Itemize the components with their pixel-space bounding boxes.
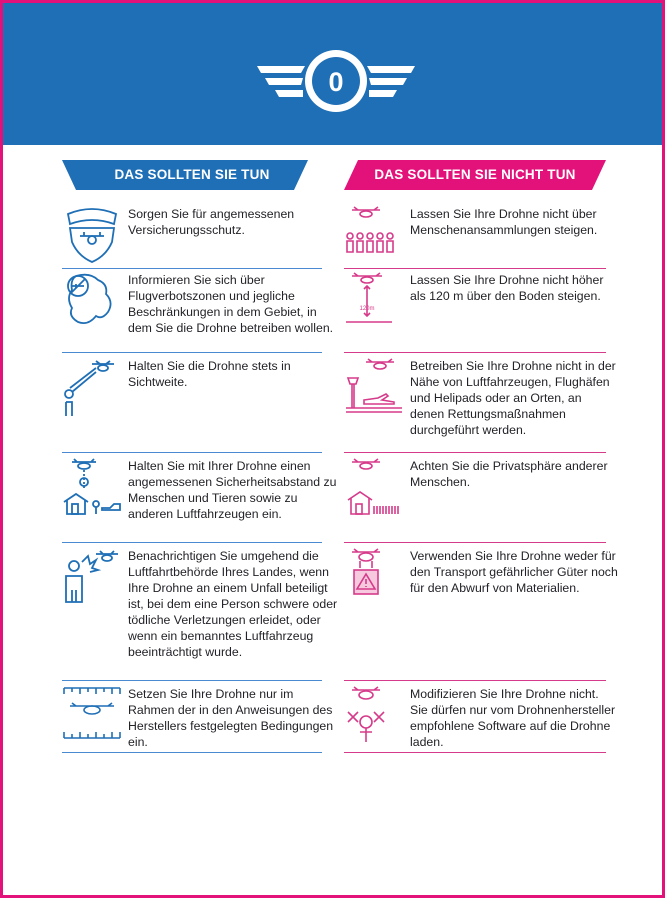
dont-column: [344, 160, 618, 749]
divider: [62, 680, 322, 681]
divider: [344, 268, 606, 269]
dont-heading: DAS SOLLTEN SIE NICHT TUN: [374, 167, 576, 182]
privacy-house-icon: [344, 458, 404, 518]
divider: [344, 752, 606, 753]
divider: [344, 542, 606, 543]
accident-report-icon: [62, 548, 122, 608]
dont-item-text: Lassen Sie Ihre Drohne nicht höher als 120 m über den Boden steigen.: [410, 273, 604, 303]
divider: [62, 542, 322, 543]
dont-item-text: Lassen Sie Ihre Drohne nicht über Menschenansammlungen steigen.: [410, 207, 598, 237]
modification-tools-icon: [344, 686, 404, 746]
dont-item-text: Betreiben Sie Ihre Drohne nicht in der Nähe von Luftfahrzeugen, Flughäfen und Helipads oder an Orten, an denen Rettungsmaßnahmen durchgeführt werden.: [410, 359, 616, 437]
dangerous-goods-icon: [344, 548, 404, 608]
do-item-text: Sorgen Sie für angemessenen Versicherungsschutz.: [128, 207, 295, 237]
altitude-limit-icon: [344, 272, 404, 332]
dont-heading-banner: [344, 160, 606, 190]
divider: [344, 452, 606, 453]
divider: [344, 352, 606, 353]
do-item-text: Informieren Sie sich über Flugverbotszonen und jegliche Beschränkungen in dem Gebiet, in dem Sie die Drohne betreiben wollen.: [128, 273, 334, 335]
do-item-text: Setzen Sie Ihre Drohne nur im Rahmen der in den Anweisungen des Herstellers festgelegten Bedingungen ein.: [128, 687, 334, 749]
safe-distance-icon: [62, 458, 122, 518]
manufacturer-limits-icon: [62, 686, 122, 746]
divider: [62, 352, 322, 353]
do-item-text: Halten Sie mit Ihrer Drohne einen angemessenen Sicherheitsabstand zu Menschen und Tieren sowie zu anderen Luftfahrzeugen ein.: [128, 459, 337, 521]
dont-item-text: Achten Sie die Privatsphäre anderer Menschen.: [410, 459, 608, 489]
divider: [62, 452, 322, 453]
do-column: [62, 160, 338, 749]
do-item-text: Benachrichtigen Sie umgehend die Luftfahrtbehörde Ihres Landes, wenn Ihre Drohne an einem Unfall beteiligt ist, bei dem eine Person schwere oder tödliche Verletzungen erleidet, oder wenn ein bemanntes Luftfahrzeug beeinträchtigt wurde.: [128, 549, 338, 659]
category-badge: [251, 33, 421, 123]
divider: [344, 680, 606, 681]
divider: [62, 752, 322, 753]
divider: [62, 268, 322, 269]
do-heading-banner: [62, 160, 322, 190]
header-banner: [3, 3, 662, 145]
insurance-shield-icon: [62, 206, 122, 266]
line-of-sight-icon: [62, 358, 122, 418]
do-item-text: Halten Sie die Drohne stets in Sichtweite.: [128, 359, 291, 389]
dont-item-text: Verwenden Sie Ihre Drohne weder für den Transport gefährlicher Güter noch für den Abwurf von Materialien.: [410, 549, 618, 595]
altitude-label: 120m: [359, 306, 375, 312]
do-heading: DAS SOLLTEN SIE TUN: [114, 167, 270, 182]
badge-label: 0: [328, 67, 344, 97]
airport-icon: [344, 358, 404, 418]
no-fly-zone-map-icon: [62, 272, 122, 332]
dont-item-text: Modifizieren Sie Ihre Drohne nicht. Sie dürfen nur vom Drohnenhersteller empfohlene Software auf die Drohne laden.: [410, 687, 616, 749]
drone-over-crowd-icon: [344, 206, 404, 266]
